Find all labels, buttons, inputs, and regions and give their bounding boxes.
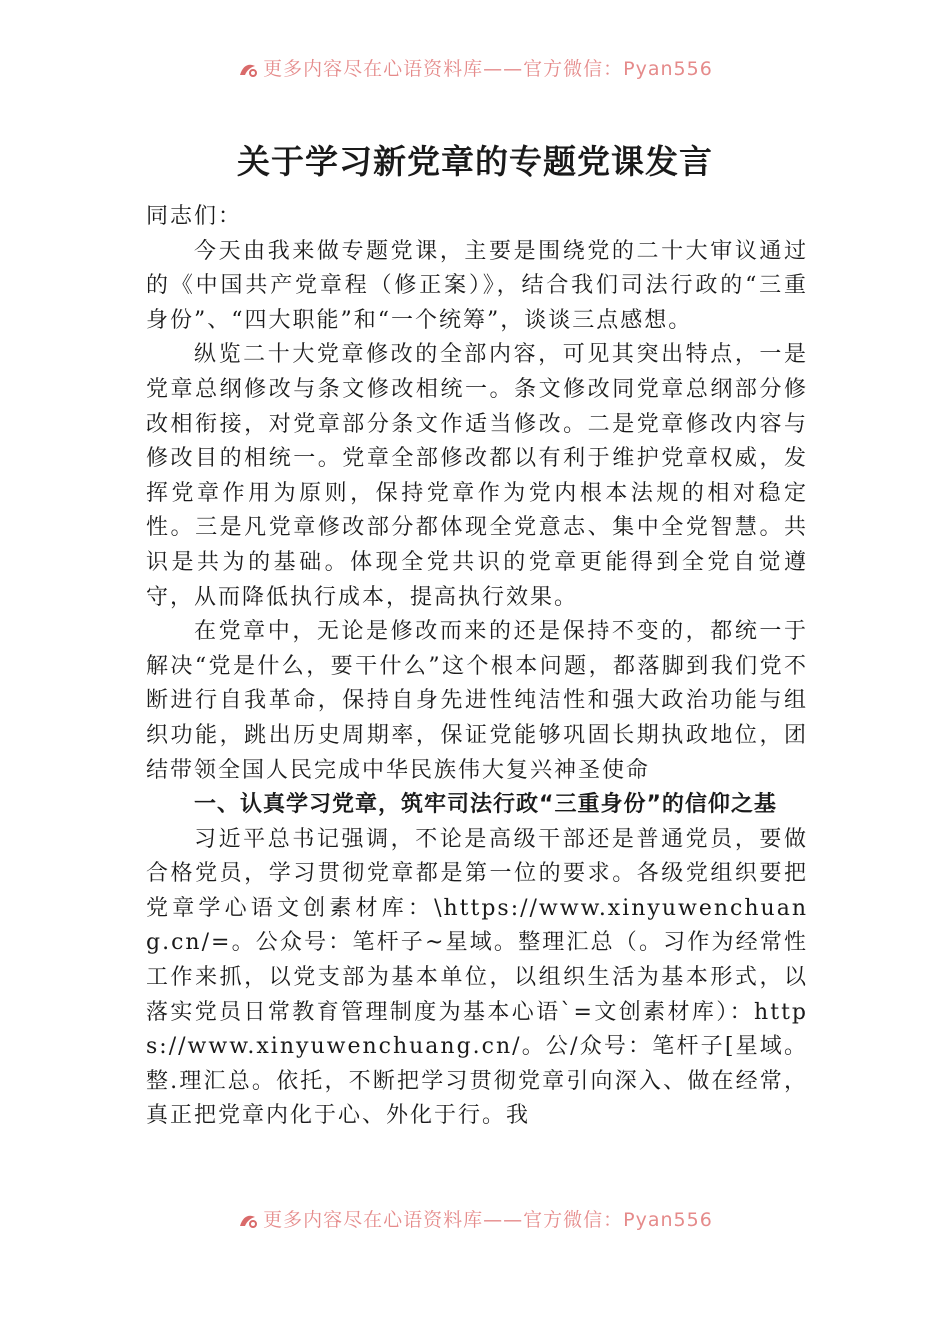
watermark-text: 更多内容尽在心语资料库——官方微信：Pyan556: [263, 1209, 713, 1231]
paragraph-features: 纵览二十大党章修改的全部内容，可见其突出特点，一是党章总纲修改与条文修改相统一。条文修改同党章总纲部分修改相衔接，对党章部分条文作适当修改。二是党章修改内容与修改目的相统一。党章全部修改都以有利于维护党章权威，发挥党章作用为原则，保持党章作为党内根本法规的相对稳定性。三是凡党章修改部分都体现全党意志、集中全党智慧。共识是共为的基础。体现全党共识的党章更能得到全党自觉遵守，从而降低执行成本，提高执行效果。: [146, 342, 808, 610]
document-body: [146, 200, 808, 1134]
watermark-logo-icon: [237, 61, 259, 79]
section-paragraph-1: 习近平总书记强调，不论是高级干部还是普通党员，要做合格党员，学习贯彻党章都是第一位的要求。各级党组织要把党章学心语文创素材库：\https://www.xinyuwenchuang.cn/=。公众号：笔杆子~星域。整理汇总（。习作为经常性工作来抓，以党支部为基本单位，以组织生活为基本形式，以落实党员日常教育管理制度为基本心语`=文创素材库）：https://www.xinyuwenchuang.cn/。公/众号：笔杆子[星域。整.理汇总。依托，不断把学习贯彻党章引向深入、做在经常，真正把党章内化于心、外化于行。我: [146, 826, 808, 1129]
salutation: 同志们：: [146, 204, 243, 229]
paragraph-intro: 今天由我来做专题党课，主要是围绕党的二十大审议通过的《中国共产党章程（修正案）》，结合我们司法行政的“三重身份”、“四大职能”和“一个统筹”，谈谈三点感想。: [146, 238, 808, 333]
watermark-bottom: [0, 1209, 950, 1231]
watermark-text: 更多内容尽在心语资料库——官方微信：Pyan556: [263, 58, 713, 80]
watermark-logo-icon: [237, 1212, 259, 1230]
document-title: 关于学习新党章的专题党课发言: [237, 142, 713, 181]
watermark-top: [0, 58, 950, 80]
section-heading-1: 一、认真学习党章，筑牢司法行政“三重身份”的信仰之基: [194, 792, 777, 818]
paragraph-fundamental: 在党章中，无论是修改而来的还是保持不变的，都统一于解决“党是什么，要干什么”这个根本问题，都落脚到我们党不断进行自我革命，保持自身先进性纯洁性和强大政治功能与组织功能，跳出历史周期率，保证党能够巩固长期执政地位，团结带领全国人民完成中华民族伟大复兴神圣使命: [146, 619, 808, 783]
